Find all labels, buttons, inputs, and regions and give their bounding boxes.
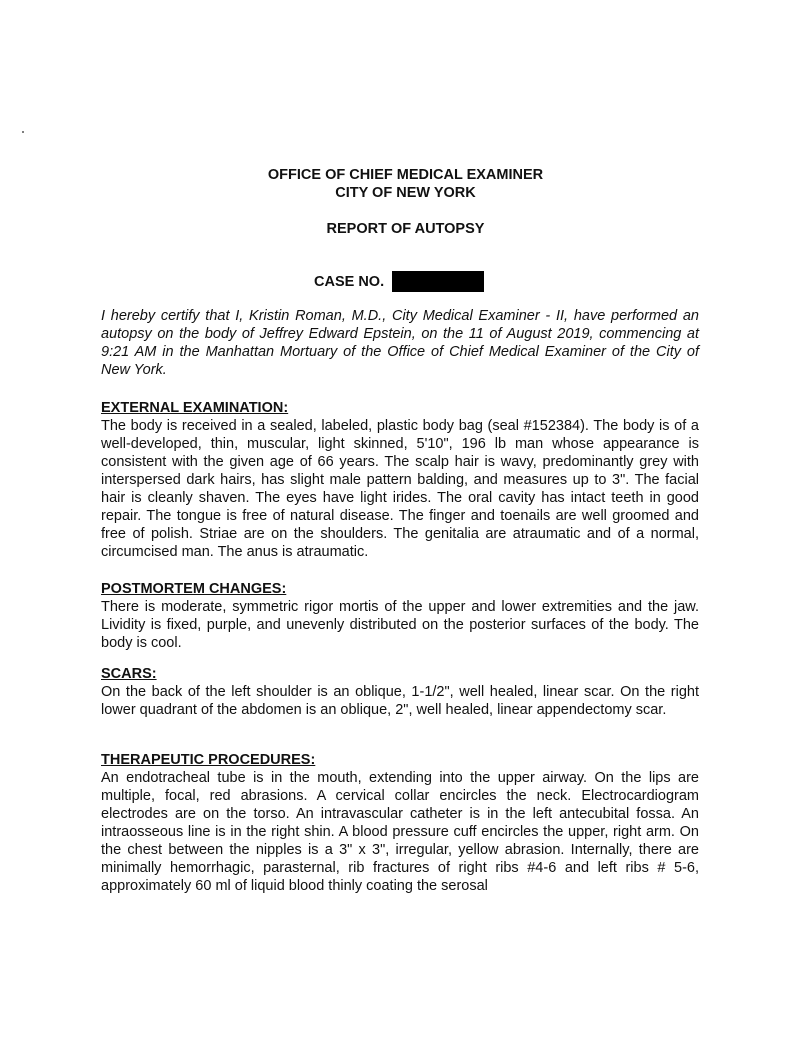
section-body: On the back of the left shoulder is an oblique, 1-1/2", well healed, linear scar. On the right lower quadrant of the abdomen is an oblique, 2", well healed, linear appendectomy scar. — [101, 684, 699, 718]
section-scars — [101, 665, 699, 719]
section-title: EXTERNAL EXAMINATION: — [101, 400, 289, 416]
case-number-label: CASE NO. — [314, 273, 385, 290]
office-heading: OFFICE OF CHIEF MEDICAL EXAMINER — [267, 167, 544, 183]
section-body: There is moderate, symmetric rigor mortis of the upper and lower extremities and the jaw. Lividity is fixed, purple, and unevenly distributed on the posterior surfaces of the body. The body is cool. — [101, 599, 699, 651]
section-title: POSTMORTEM CHANGES: — [101, 581, 287, 597]
section-title: SCARS: — [101, 666, 157, 682]
section-therapeutic-procedures — [101, 751, 699, 895]
case-number-line — [314, 271, 484, 292]
section-body: The body is received in a sealed, labeled, plastic body bag (seal #152384). The body is of a well-developed, thin, muscular, light skinned, 5'10", 196 lb man whose appearance is consistent with the given age of 66 years. The scalp hair is wavy, predominantly grey with interspersed dark hairs, has slight male pattern balding, and measures up to 3". The facial hair is cleanly shaven. The eyes have light irides. The oral cavity has intact teeth in good repair. The tongue is free of natural disease. The finger and toenails are well groomed and free of polish. Striae are on the shoulders. The genitalia are atraumatic and of a normal, circumcised man. The anus is atraumatic. — [101, 418, 699, 560]
section-body: An endotracheal tube is in the mouth, extending into the upper airway. On the lips are multiple, focal, red abrasions. A cervical collar encircles the neck. Electrocardiogram electrodes are on the torso. An intravascular catheter is in the left antecubital fossa. An intraosseous line is in the right shin. A blood pressure cuff encircles the upper, right arm. On the chest between the nipples is a 3" x 3", irregular, yellow abrasion. Internally, there are minimally hemorrhagic, parasternal, rib fractures of right ribs #4-6 and left ribs # 5-6, approximately 60 ml of liquid blood thinly coating the serosal — [101, 770, 699, 894]
scan-speck — [22, 131, 24, 133]
city-heading: CITY OF NEW YORK — [335, 185, 476, 201]
report-title: REPORT OF AUTOPSY — [326, 221, 485, 237]
section-postmortem-changes — [101, 580, 699, 652]
certification-paragraph: I hereby certify that I, Kristin Roman, M.D., City Medical Examiner - II, have performed an autopsy on the body of Jeffrey Edward Epstein, on the 11 of August 2019, commencing at 9:21 AM in the Manhattan Mortuary of the Office of Chief Medical Examiner of the City of New York. — [101, 308, 699, 378]
redaction-box — [392, 271, 484, 292]
section-external-examination — [101, 399, 699, 561]
section-title: THERAPEUTIC PROCEDURES: — [101, 752, 316, 768]
